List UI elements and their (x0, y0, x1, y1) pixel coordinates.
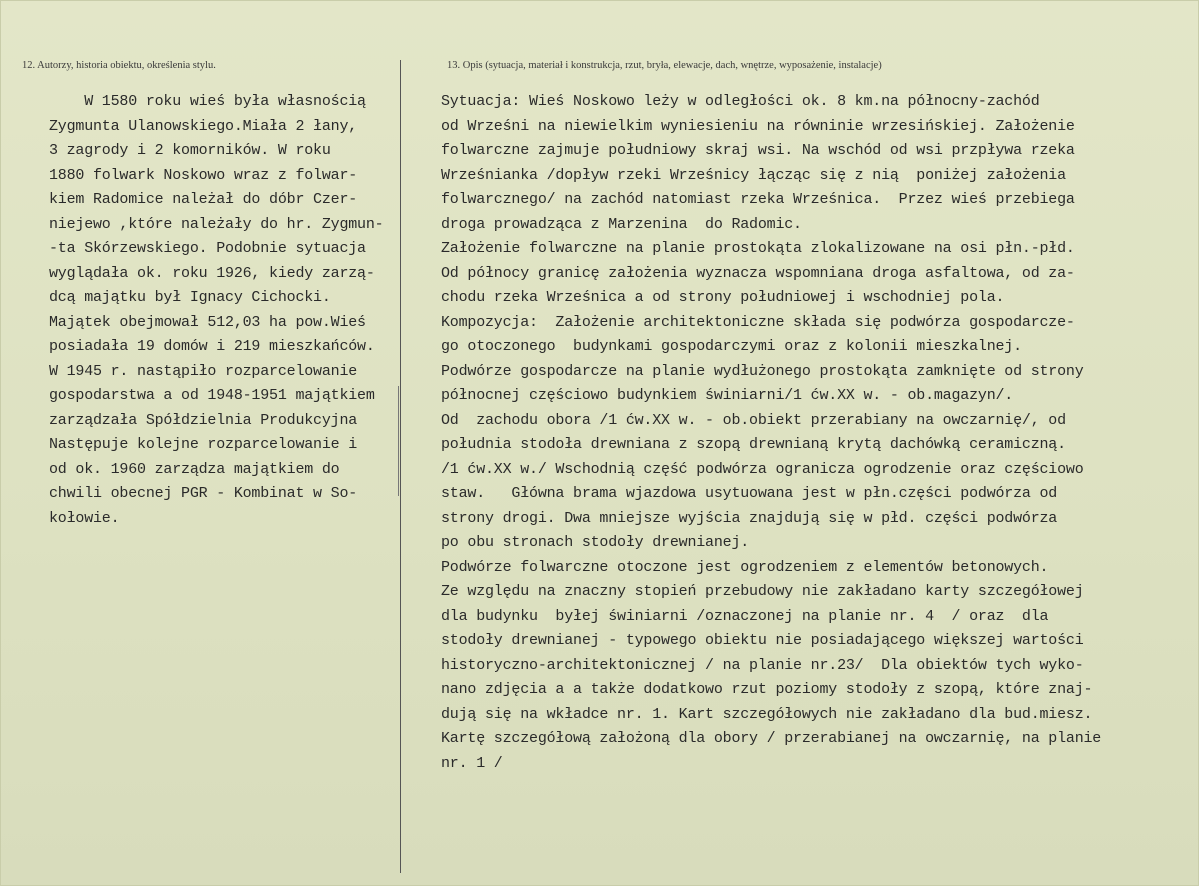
history-line: W 1580 roku wieś była własnością (49, 93, 366, 110)
history-line: kołowie. (49, 509, 120, 527)
description-line: Od zachodu obora /1 ćw.XX w. - ob.obiekt przerabiany na owczarnię/, od (441, 411, 1066, 429)
description-line: dla budynku byłej świniarni /oznaczonej na planie nr. 4 / oraz dla (441, 607, 1049, 625)
description-line: Od północy granicę założenia wyznacza wspomniana droga asfaltowa, od za- (441, 264, 1075, 282)
description-line: Wrześnianka /dopływ rzeki Wrześnicy łącząc się z nią poniżej założenia (441, 166, 1066, 184)
description-line: folwarcznego/ na zachód natomiast rzeka Wrześnica. Przez wieś przebiega (441, 191, 1075, 208)
history-line: zarządzała Spółdzielnia Produkcyjna (49, 411, 358, 429)
description-line: Ze względu na znaczny stopień przebudowy nie zakładano karty szczegółowej (441, 583, 1084, 600)
description-line: północnej częściowo budynkiem świniarni/1 ćw.XX w. - ob.magazyn/. (441, 387, 1014, 404)
description-line: go otoczonego budynkami gospodarczymi oraz z kolonii mieszkalnej. (441, 338, 1022, 355)
description-line: Sytuacja: Wieś Noskowo leży w odległości ok. 8 km.na północny-zachód (441, 93, 1040, 110)
description-line: nr. 1 / (441, 754, 503, 772)
history-line: W 1945 r. nastąpiło rozparcelowanie (49, 362, 358, 380)
history-line: od ok. 1960 zarządza majątkiem do (49, 460, 340, 478)
description-line: Podwórze gospodarcze na planie wydłużonego prostokąta zamknięte od strony (441, 362, 1084, 380)
description-line: dują się na wkładce nr. 1. Kart szczegółowych nie zakładano dla bud.miesz. (441, 705, 1093, 723)
description-line: po obu stronach stodoły drewnianej. (441, 534, 750, 551)
description-line: Podwórze folwarczne otoczone jest ogrodzeniem z elementów betonowych. (441, 558, 1049, 576)
description-line: Kartę szczegółową założoną dla obory / przerabianej na owczarnię, na planie (441, 730, 1102, 747)
history-line: kiem Radomice należał do dóbr Czer- (49, 191, 358, 208)
description-line: stodoły drewnianej - typowego obiektu nie posiadającego większej wartości (441, 632, 1084, 649)
description-line: strony drogi. Dwa mniejsze wyjścia znajdują się w płd. części podwórza (441, 509, 1058, 527)
section-13-header: 13. Opis (sytuacja, materiał i konstrukcja, rzut, bryła, elewacje, dach, wnętrze, wyposażenie, instalacje) (447, 60, 882, 71)
description-line: nano zdjęcia a a także dodatkowo rzut poziomy stodoły z szopą, które znaj- (441, 681, 1093, 698)
history-line: gospodarstwa a od 1948-1951 majątkiem (49, 387, 375, 404)
history-line: Następuje kolejne rozparcelowanie i (49, 436, 358, 453)
description-line: Założenie folwarczne na planie prostokąta zlokalizowane na osi płn.-płd. (441, 240, 1075, 257)
history-line: wyglądała ok. roku 1926, kiedy zarzą- (49, 264, 375, 282)
history-text (49, 90, 399, 531)
description-line: chodu rzeka Wrześnica a od strony południowej i wschodniej pola. (441, 289, 1005, 306)
description-line: historyczno-architektonicznej / na planie nr.23/ Dla obiektów tych wyko- (441, 656, 1084, 674)
history-line: chwili obecnej PGR - Kombinat w So- (49, 485, 358, 502)
description-line: od Wrześni na niewielkim wyniesieniu na równinie wrzesińskiej. Założenie (441, 117, 1075, 135)
history-line: Zygmunta Ulanowskiego.Miała 2 łany, (49, 117, 358, 135)
description-line: Kompozycja: Założenie architektoniczne składa się podwórza gospodarcze- (441, 313, 1075, 331)
section-12-header: 12. Autorzy, historia obiektu, określenia stylu. (22, 60, 216, 71)
description-line: staw. Główna brama wjazdowa usytuowana jest w płn.części podwórza od (441, 485, 1058, 502)
history-line: Majątek obejmował 512,03 ha pow.Wieś (49, 313, 366, 331)
history-line: niejewo ,które należały do hr. Zygmun- (49, 215, 384, 233)
description-line: droga prowadząca z Marzenina do Radomic. (441, 215, 802, 233)
description-line: /1 ćw.XX w./ Wschodnią część podwórza ogranicza ogrodzenie oraz częściowo (441, 460, 1084, 478)
history-line: posiadała 19 domów i 219 mieszkańców. (49, 338, 375, 355)
description-line: południa stodoła drewniana z szopą drewnianą krytą dachówką ceramiczną. (441, 436, 1066, 453)
description-line: folwarczne zajmuje południowy skraj wsi. Na wschód od wsi przpływa rzeka (441, 142, 1075, 159)
history-line: 3 zagrody i 2 komorników. W roku (49, 142, 331, 159)
history-line: dcą majątku był Ignacy Cichocki. (49, 289, 331, 306)
history-line: -ta Skórzewskiego. Podobnie sytuacja (49, 240, 366, 257)
history-line: 1880 folwark Noskowo wraz z folwar- (49, 166, 358, 184)
description-text (441, 90, 1199, 776)
